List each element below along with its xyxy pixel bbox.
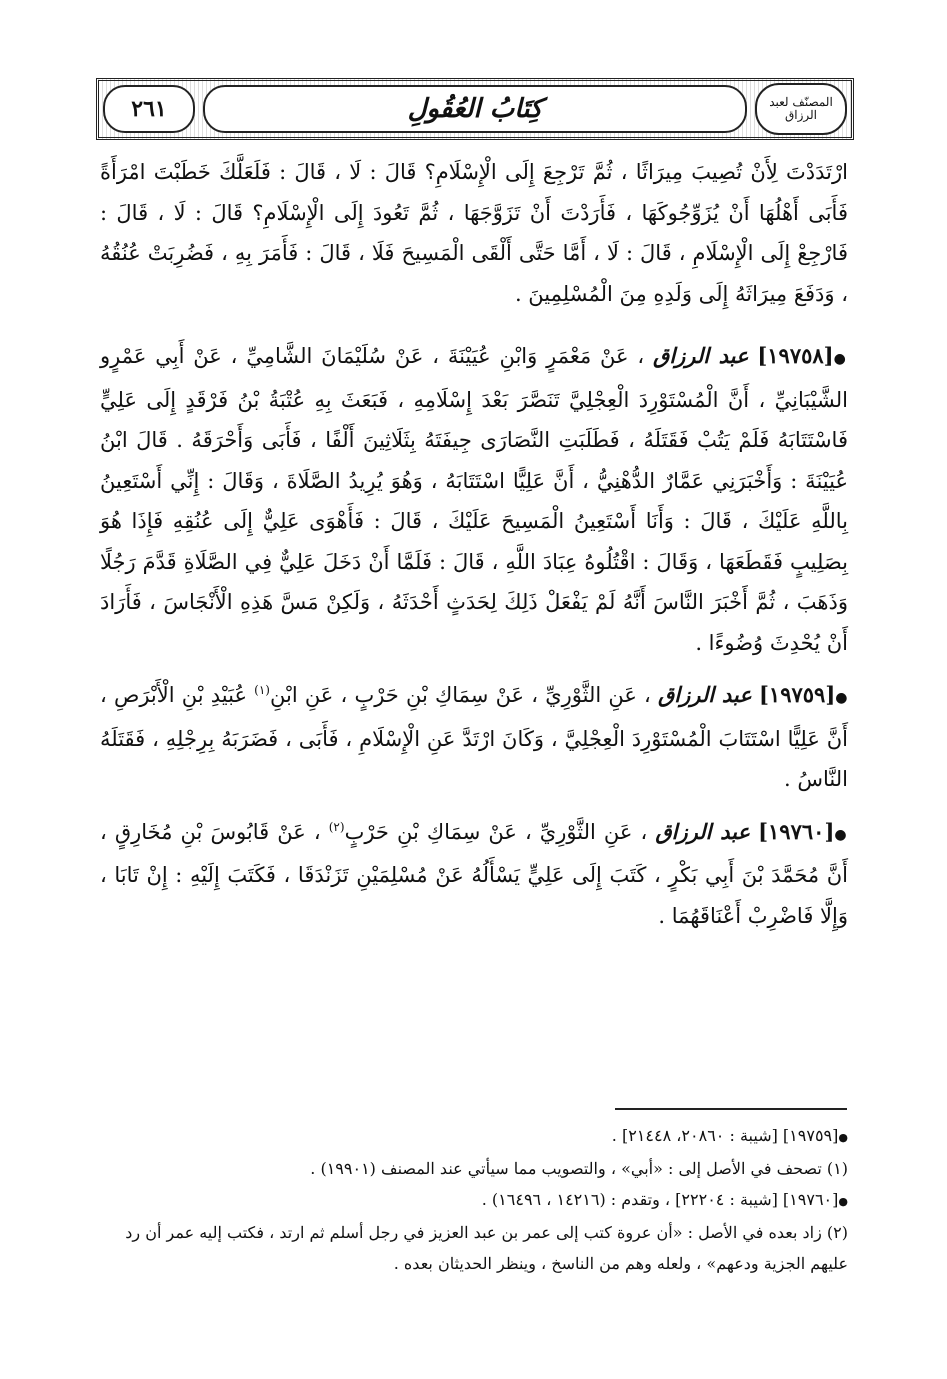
hadith-number: [١٩٧٥٩] <box>758 682 836 707</box>
hadith-text: ، عَنْ مَعْمَرٍ وَابْنِ عُيَيْنَةَ ، عَنْ سُلَيْمَانَ الشَّامِيِّ ، عَنْ أَبِي عَمْرٍو الشَّيْبَانِيِّ ، أَنَّ الْمُسْتَوْرِدَ الْعِجْلِيَّ تَنَصَّرَ بَعْدَ إِسْلَامِهِ ، فَبَعَثَ بِهِ عُتْبَةُ بْنُ فَرْقَدٍ إِلَى عَلِيٍّ فَاسْتَتَابَهُ فَلَمْ يَتُبْ فَقَتَلَهُ ، فَطَلَبَتِ النَّصَارَى جِيفَتَهُ بِثَلَاثِينَ أَلْفًا ، فَأَبَى وَأَحْرَقَهُ . قَالَ ابْنُ عُيَيْنَةَ : وَأَخْبَرَنِي عَمَّارٌ الدُّهْنِيُّ ، أَنَّ عَلِيًّا اسْتَتَابَهُ ، وَهُوَ يُرِيدُ الصَّلَاةَ ، وَقَالَ : إِنِّي أَسْتَعِينُ بِاللَّهِ عَلَيْكَ ، قَالَ : وَأَنَا أَسْتَعِينُ الْمَسِيحَ عَلَيْكَ ، قَالَ : فَأَهْوَى عَلِيٌّ إِلَى عُنُقِهِ فَإِذَا هُوَ بِصَلِيبٍ فَقَطَعَهَا ، وَقَالَ : اقْتُلُوهُ عِبَادَ اللَّهِ ، قَالَ : فَلَمَّا أَنْ دَخَلَ عَلِيٌّ فِي الصَّلَاةِ قَدَّمَ رَجُلًا وَذَهَبَ ، ثُمَّ أَخْبَرَ النَّاسَ أَنَّهُ لَمْ يَفْعَلْ ذَلِكَ لِحَدَثٍ أَحْدَثَهُ ، وَلَكِنْ مَسَّ هَذِهِ الْأَنْجَاسَ ، فَأَرَادَ أَنْ يُحْدِثَ وُضُوءًا . <box>100 344 848 655</box>
hadith-number: [١٩٧٥٨] <box>757 343 834 368</box>
footnote-item <box>100 1217 848 1279</box>
continued-paragraph: ارْتَدَدْتَ لِأَنْ تُصِيبَ مِيرَاثًا ، ثُمَّ تَرْجِعَ إِلَى الْإِسْلَامِ؟ قَالَ : لَا ، قَالَ : فَلَعَلَّكَ خَطَبْتَ امْرَأَةً فَأَبَى أَهْلُهَا أَنْ يُزَوِّجُوكَهَا ، فَأَرَدْتَ أَنْ تَزَوَّجَهَا ، ثُمَّ تَعُودَ إِلَى الْإِسْلَامِ؟ قَالَ : لَا ، قَالَ : فَارْجِعْ إِلَى الْإِسْلَامِ ، قَالَ : لَا ، أَمَّا حَتَّى أَلْقَى الْمَسِيحَ فَلَا ، قَالَ : فَأَمَرَ بِهِ ، فَضُرِبَتْ عُنُقُهُ ، وَدَفَعَ مِيرَاثَهُ إِلَى وَلَدِهِ مِنَ الْمُسْلِمِينَ . <box>100 160 848 306</box>
footnotes <box>100 1120 848 1279</box>
book-logo: المصنّف لعبد الرزاق <box>755 83 847 135</box>
footnote-text: [١٩٧٦٠] [شيبة : ٢٢٢٠٤] ، وتقدم : (١٤٢١٦ ، ١٦٤٩٦) . <box>481 1190 839 1209</box>
footnote-mark[interactable]: (١) <box>254 683 270 697</box>
hadith-text: ، عَنِ الثَّوْرِيِّ ، عَنْ سِمَاكِ بْنِ حَرْبٍ <box>344 819 648 844</box>
hadith-19758 <box>100 336 848 663</box>
footnote-divider <box>615 1108 847 1110</box>
page-number: ٢٦١ <box>103 85 195 133</box>
footnote-item <box>100 1153 848 1184</box>
footnote-mark[interactable]: (٢) <box>328 819 345 834</box>
footnote-item <box>100 1184 848 1217</box>
bullet-icon: ● <box>833 351 848 367</box>
bullet-icon: ● <box>834 826 848 843</box>
bullet-icon: ● <box>835 690 848 706</box>
hadith-text: عُبَيْدِ بْنِ الْأَبْرَصِ ، أَنَّ عَلِيًّا اسْتَتَابَ الْمُسْتَوْرِدَ الْعِجْلِيَّ ، وَكَانَ ارْتَدَّ عَنِ الْإِسْلَامِ ، فَأَبَى ، فَضَرَبَهُ بِرِجْلِهِ ، فَقَتَلَهُ النَّاسُ . <box>100 683 848 791</box>
footnote-text: [١٩٧٥٩] [شيبة : ٢٠٨٦٠، ٢١٤٤٨] . <box>611 1126 839 1145</box>
main-text <box>100 152 848 948</box>
footnote-text: (٢) زاد بعده في الأصل : «أن عروة كتب إلى عمر بن عبد العزيز في رجل أسلم ثم ارتد ، فكتب إليه عمر أن رد عليهم الجزية ودعهم» ، ولعله وهم من الناسخ ، وينظر الحديثان بعده . <box>125 1223 848 1273</box>
hadith-text: ، عَنِ الثَّوْرِيِّ ، عَنْ سِمَاكِ بْنِ حَرْبٍ ، عَنِ ابْنِ <box>269 683 651 707</box>
bullet-icon: ● <box>838 1195 848 1208</box>
hadith-19760 <box>100 812 848 937</box>
hadith-text: ، عَنْ قَابُوسَ بْنِ مُخَارِقٍ ، أَنَّ مُحَمَّدَ بْنَ أَبِي بَكْرٍ ، كَتَبَ إِلَى عَلِيٍّ يَسْأَلُهُ عَنْ مُسْلِمَيْنِ تَزَنْدَقَا ، فَكَتَبَ إِلَيْهِ : إِنْ تَابَا ، وَإِلَّا فَاضْرِبْ أَعْنَاقَهُمَا . <box>100 819 848 928</box>
bullet-icon: ● <box>838 1131 848 1144</box>
hadith-narrator: عبد الرزاق <box>655 818 751 844</box>
book-title: كِتَابُ العُقُولِ <box>203 85 747 133</box>
page-header <box>96 78 854 140</box>
footnote-item <box>100 1120 848 1153</box>
hadith-19759 <box>100 675 848 800</box>
footnote-text: (١) تصحف في الأصل إلى : «أبي» ، والتصويب مما سيأتي عند المصنف (١٩٩٠١) . <box>310 1159 848 1178</box>
hadith-number: [١٩٧٦٠] <box>758 818 835 844</box>
hadith-narrator: عبد الرزاق <box>658 682 752 707</box>
hadith-narrator: عبد الرزاق <box>653 343 749 368</box>
